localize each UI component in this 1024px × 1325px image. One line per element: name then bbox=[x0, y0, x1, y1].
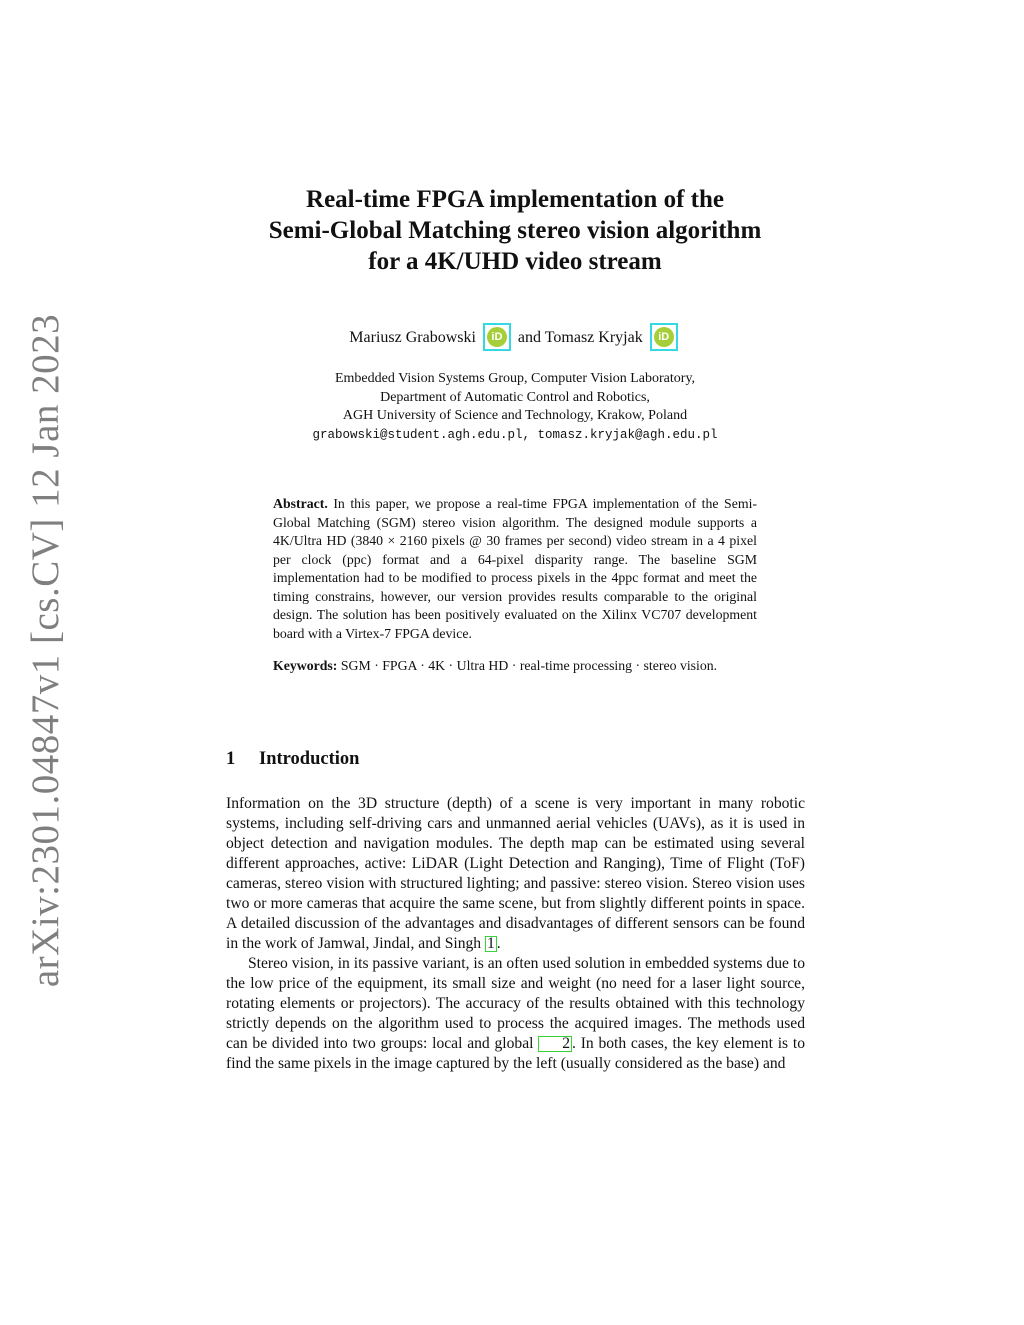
body-text bbox=[226, 794, 805, 1074]
orcid-link[interactable] bbox=[650, 323, 678, 351]
title-line: Semi-Global Matching stereo vision algorithm bbox=[268, 217, 762, 244]
abstract bbox=[273, 495, 757, 676]
orcid-icon: iD bbox=[487, 327, 507, 347]
keywords-text: SGM · FPGA · 4K · Ultra HD · real-time processing · stereo vision. bbox=[340, 658, 718, 673]
affiliation-line: Embedded Vision Systems Group, Computer Vision Laboratory, bbox=[334, 371, 696, 386]
paper-title bbox=[200, 184, 830, 277]
arxiv-side-stamp bbox=[6, 313, 86, 987]
affiliation-block bbox=[200, 370, 830, 444]
citation-link[interactable]: 2 bbox=[538, 1036, 572, 1052]
paragraph-text: . In both cases, the key element is to find the same pixels in the image captured by the left (usually considered as the base) and bbox=[226, 1035, 805, 1072]
section-title: Introduction bbox=[259, 749, 360, 769]
author-emails: grabowski@student.agh.edu.pl, tomasz.kryjak@agh.edu.pl bbox=[312, 427, 718, 442]
section-heading bbox=[226, 749, 359, 770]
orcid-icon: iD bbox=[654, 327, 674, 347]
author-name: Mariusz Grabowski bbox=[349, 329, 476, 346]
author-list bbox=[200, 322, 830, 354]
author-connector: and bbox=[517, 329, 542, 346]
orcid-link[interactable] bbox=[483, 323, 511, 351]
title-line: Real-time FPGA implementation of the bbox=[306, 186, 724, 213]
paragraph-text: Stereo vision, in its passive variant, is an often used solution in embedded systems due to the low price of the equipment, its small size and weight (no need for a laser light source, rotating elements or projectors). The accuracy of the results obtained with this technology strictly depends on the algorithm used to process the acquired images. The methods used can be divided into two groups: local and global bbox=[226, 955, 805, 1052]
title-line: for a 4K/UHD video stream bbox=[368, 248, 662, 275]
paragraph-text: Information on the 3D structure (depth) of a scene is very important in many robotic systems, including self-driving cars and unmanned aerial vehicles (UAVs), as it is used in object detection and navigation modules. The depth map can be estimated using several different approaches, active: LiDAR (Light Detection and Ranging), Time of Flight (ToF) cameras, stereo vision with structured lighting; and passive: stereo vision. Stereo vision uses two or more cameras that acquire the same scene, but from slightly different points in space. A detailed discussion of the advantages and disadvantages of different sensors can be found in the work of Jamwal, Jindal, and Singh bbox=[226, 795, 805, 952]
affiliation-line: Department of Automatic Control and Robotics, bbox=[380, 389, 650, 405]
abstract-text: In this paper, we propose a real-time FPGA implementation of the Semi-Global Matching (SGM) stereo vision algorithm. The designed module supports a 4K/Ultra HD (3840 × 2160 pixels @ 30 frames per second) video stream in a 4 pixel per clock (ppc) format and a 64-pixel disparity range. The baseline SGM implementation had to be modified to process pixels in the 4ppc format and meet the timing constrains, however, our version provides results comparable to the original design. The solution has been positively evaluated on the Xilinx VC707 development board with a Virtex-7 FPGA device. bbox=[273, 496, 757, 641]
arxiv-identifier: arXiv:2301.04847v1 [cs.CV] 12 Jan 2023 bbox=[24, 313, 68, 987]
affiliation-line: AGH University of Science and Technology, Krakow, Poland bbox=[342, 408, 688, 423]
paragraph-text: . bbox=[496, 935, 501, 952]
abstract-label: Abstract. bbox=[273, 496, 328, 511]
paragraph bbox=[226, 954, 805, 1074]
abstract-paragraph bbox=[273, 495, 757, 643]
author-name: Tomasz Kryjak bbox=[544, 329, 643, 346]
citation-link[interactable]: 1 bbox=[487, 935, 495, 952]
keywords-label: Keywords: bbox=[273, 658, 338, 673]
keywords bbox=[273, 657, 757, 676]
paragraph bbox=[226, 794, 805, 954]
section-number: 1 bbox=[226, 749, 236, 769]
